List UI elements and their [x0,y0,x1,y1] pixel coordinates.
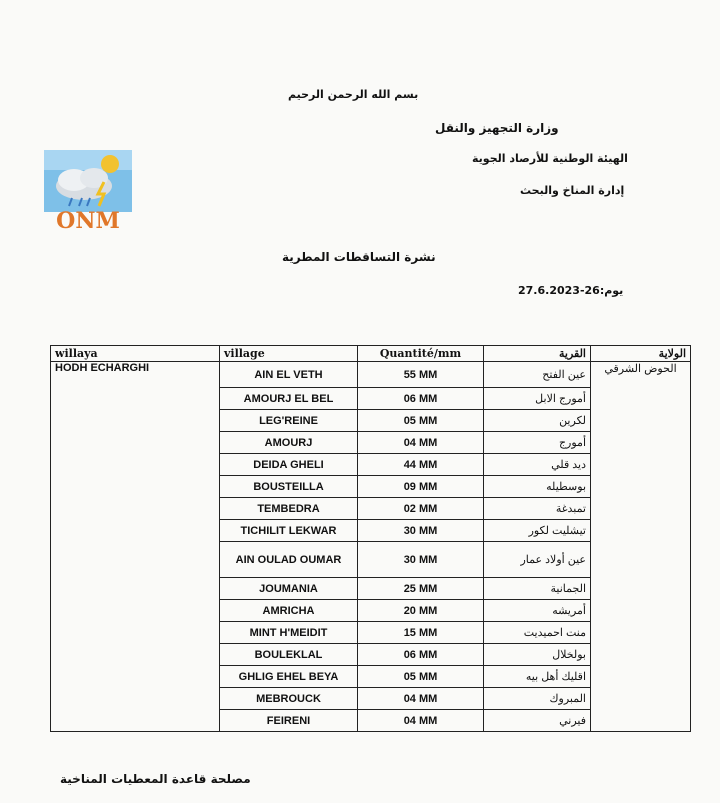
quantity-cell: 25 MM [358,578,484,600]
ministry-name: وزارة التجهيز والنقل [435,121,559,135]
village-ar-cell: تيشليت لكور [484,520,591,542]
village-ar-cell: منت احميديت [484,622,591,644]
village-ar-cell: المبروك [484,688,591,710]
table-row [51,362,691,388]
header-willaya-ar: الولاية [591,346,691,362]
logo-text: ONM [56,208,120,234]
quantity-cell: 44 MM [358,454,484,476]
village-cell: LEG'REINE [220,410,358,432]
village-cell: DEIDA GHELI [220,454,358,476]
village-cell: AIN EL VETH [220,362,358,388]
department-name: إدارة المناخ والبحث [520,184,625,197]
village-cell: TICHILIT LEKWAR [220,520,358,542]
quantity-cell: 30 MM [358,520,484,542]
table-header-row [51,346,691,362]
agency-name: الهيئة الوطنية للأرصاد الجوية [472,152,628,165]
village-ar-cell: أمورج الابل [484,388,591,410]
quantity-cell: 06 MM [358,388,484,410]
quantity-cell: 04 MM [358,710,484,732]
village-ar-cell: ديد قلي [484,454,591,476]
willaya-cell: HODH ECHARGHI [51,362,220,732]
village-cell: AMOURJ [220,432,358,454]
village-cell: BOUSTEILLA [220,476,358,498]
village-cell: FEIRENI [220,710,358,732]
village-cell: AMOURJ EL BEL [220,388,358,410]
village-ar-cell: عين أولاد عمار [484,542,591,578]
header-village-ar: القرية [484,346,591,362]
village-cell: MEBROUCK [220,688,358,710]
village-ar-cell: الجمانية [484,578,591,600]
village-cell: BOULEKLAL [220,644,358,666]
village-cell: AMRICHA [220,600,358,622]
quantity-cell: 30 MM [358,542,484,578]
willaya-ar-cell: الحوض الشرقي [591,362,691,732]
rainfall-table [50,345,691,732]
village-cell: JOUMANIA [220,578,358,600]
village-ar-cell: لكرين [484,410,591,432]
quantity-cell: 04 MM [358,432,484,454]
village-ar-cell: أمورج [484,432,591,454]
quantity-cell: 20 MM [358,600,484,622]
quantity-cell: 02 MM [358,498,484,520]
quantity-cell: 55 MM [358,362,484,388]
village-ar-cell: بولخلال [484,644,591,666]
village-cell: GHLIG EHEL BEYA [220,666,358,688]
village-ar-cell: اقليك أهل بيه [484,666,591,688]
village-ar-cell: أمريشه [484,600,591,622]
quantity-cell: 05 MM [358,666,484,688]
quantity-cell: 09 MM [358,476,484,498]
weather-cloud-icon [44,150,132,212]
quantity-cell: 05 MM [358,410,484,432]
village-ar-cell: تمبدغة [484,498,591,520]
bulletin-date: يوم:26-27.6.2023 [518,284,624,297]
village-ar-cell: بوسطيله [484,476,591,498]
header-willaya: willaya [51,346,220,362]
village-cell: TEMBEDRA [220,498,358,520]
bulletin-title: نشرة التساقطات المطرية [282,250,436,264]
quantity-cell: 15 MM [358,622,484,644]
basmala: بسم الله الرحمن الرحيم [288,88,419,101]
quantity-cell: 04 MM [358,688,484,710]
footer-service: مصلحة قاعدة المعطيات المناخية [60,772,251,786]
village-ar-cell: عين الفتح [484,362,591,388]
village-cell: MINT H'MEIDIT [220,622,358,644]
header-quantity: Quantité/mm [358,346,484,362]
header-village: village [220,346,358,362]
village-cell: AIN OULAD OUMAR [220,542,358,578]
village-ar-cell: فيرني [484,710,591,732]
onm-logo [44,150,132,238]
quantity-cell: 06 MM [358,644,484,666]
